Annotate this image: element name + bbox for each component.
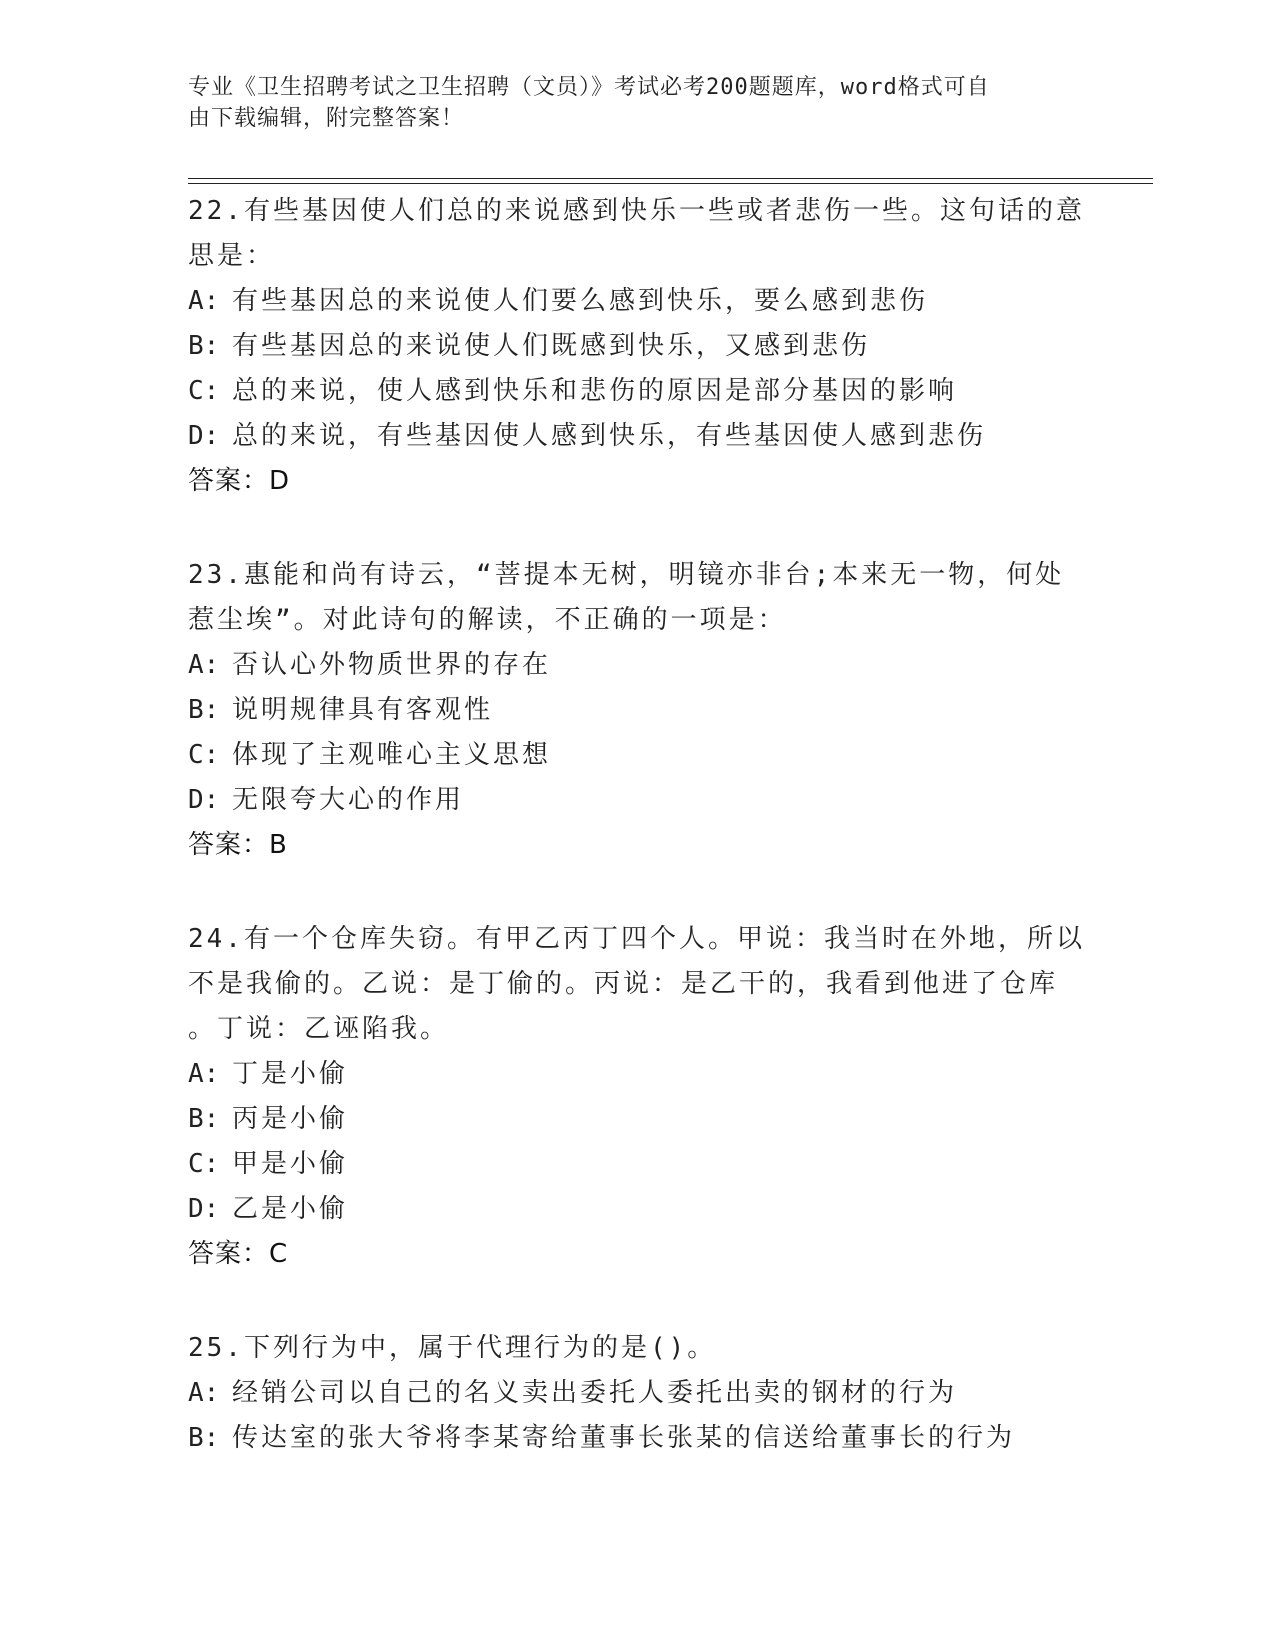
header-divider-bottom (188, 183, 1153, 184)
option-text: 丙是小偷 (232, 1104, 349, 1134)
question-23-option-d (188, 778, 1088, 823)
option-text: 总的来说，使人感到快乐和悲伤的原因是部分基因的影响 (232, 376, 958, 406)
option-text: 有些基因总的来说使人们既感到快乐，又感到悲伤 (232, 331, 871, 361)
option-key: C: (188, 376, 220, 406)
question-23 (188, 553, 1088, 868)
question-24-stem-line-1: 24.有一个仓库失窃。有甲乙丙丁四个人。甲说：我当时在外地，所以 (188, 924, 1085, 954)
question-23-stem-line-2: 惹尘埃”。对此诗句的解读，不正确的一项是： (188, 605, 787, 635)
header-divider-top (188, 178, 1153, 179)
option-text: 否认心外物质世界的存在 (232, 650, 552, 680)
option-text: 说明规律具有客观性 (232, 695, 494, 725)
option-key: A: (188, 1378, 220, 1408)
question-22-option-c (188, 369, 1088, 414)
option-key: A: (188, 286, 220, 316)
question-24-stem-line-3: 。丁说：乙诬陷我。 (188, 1014, 450, 1044)
option-key: C: (188, 740, 220, 770)
option-key: A: (188, 1059, 220, 1089)
question-22-answer: 答案：D (188, 466, 291, 496)
option-key: B: (188, 695, 220, 725)
question-24-option-b (188, 1097, 1088, 1142)
question-24-stem-line-2: 不是我偷的。乙说：是丁偷的。丙说：是乙干的，我看到他进了仓库 (188, 969, 1059, 999)
document-header (188, 72, 1068, 134)
question-22-stem-line-1: 22.有些基因使人们总的来说感到快乐一些或者悲伤一些。这句话的意 (188, 196, 1085, 226)
option-text: 经销公司以自己的名义卖出委托人委托出卖的钢材的行为 (232, 1378, 958, 1408)
question-23-option-c (188, 733, 1088, 778)
option-key: C: (188, 1149, 220, 1179)
question-24-option-a (188, 1052, 1088, 1097)
option-key: B: (188, 331, 220, 361)
option-text: 体现了主观唯心主义思想 (232, 740, 552, 770)
option-text: 乙是小偷 (232, 1194, 349, 1224)
question-24-option-c (188, 1142, 1088, 1187)
question-23-answer: 答案：B (188, 830, 288, 860)
question-22 (188, 189, 1088, 504)
option-key: D: (188, 785, 220, 815)
header-line-1: 专业《卫生招聘考试之卫生招聘（文员）》考试必考200题题库，word格式可自 (188, 75, 990, 100)
option-key: A: (188, 650, 220, 680)
question-24 (188, 917, 1088, 1277)
option-text: 丁是小偷 (232, 1059, 349, 1089)
question-24-option-d (188, 1187, 1088, 1232)
option-key: B: (188, 1104, 220, 1134)
question-22-option-b (188, 324, 1088, 369)
option-key: D: (188, 421, 220, 451)
option-key: D: (188, 1194, 220, 1224)
option-text: 总的来说，有些基因使人感到快乐，有些基因使人感到悲伤 (232, 421, 987, 451)
question-25-option-a (188, 1371, 1088, 1416)
option-text: 无限夸大心的作用 (232, 785, 465, 815)
question-23-option-a (188, 643, 1088, 688)
option-text: 甲是小偷 (232, 1149, 349, 1179)
option-text: 有些基因总的来说使人们要么感到快乐，要么感到悲伤 (232, 286, 929, 316)
question-22-stem-line-2: 思是： (188, 241, 276, 271)
question-22-option-a (188, 279, 1088, 324)
question-25 (188, 1326, 1088, 1461)
option-key: B: (188, 1423, 220, 1453)
question-25-stem-line-1: 25.下列行为中，属于代理行为的是()。 (188, 1333, 717, 1363)
question-22-option-d (188, 414, 1088, 459)
question-23-option-b (188, 688, 1088, 733)
question-25-option-b (188, 1416, 1088, 1461)
header-line-2: 由下载编辑，附完整答案！ (188, 106, 465, 131)
option-text: 传达室的张大爷将李某寄给董事长张某的信送给董事长的行为 (232, 1423, 1016, 1453)
question-23-stem-line-1: 23.惠能和尚有诗云，“菩提本无树，明镜亦非台;本来无一物，何处 (188, 560, 1065, 590)
question-24-answer: 答案：C (188, 1239, 289, 1269)
